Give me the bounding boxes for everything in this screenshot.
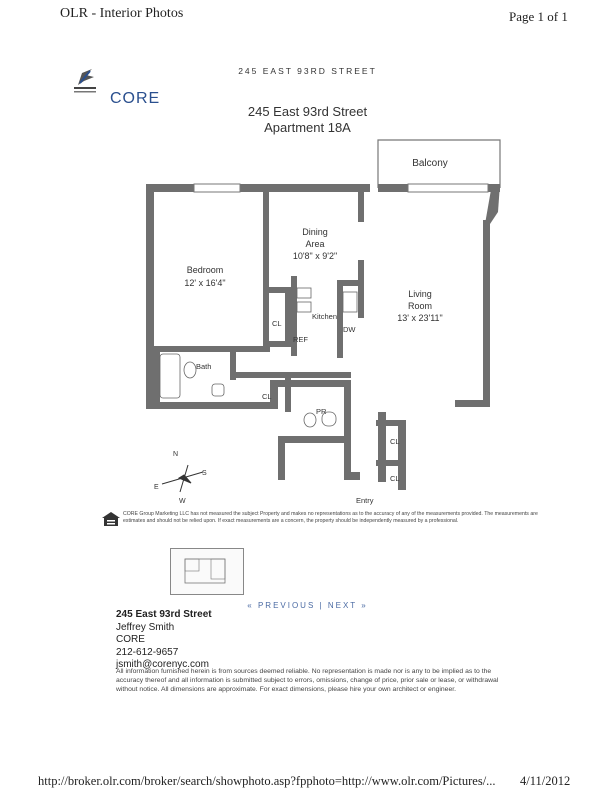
room-label-cl-3: CL <box>390 437 400 446</box>
nav-separator: | <box>319 601 324 610</box>
room-label-ref: REF <box>293 335 308 344</box>
room-label-cl-1: CL <box>272 319 282 328</box>
room-label-cl-4: CL <box>390 474 400 483</box>
room-label-living-1: Living <box>408 289 432 299</box>
core-logo-icon <box>72 63 100 95</box>
core-logo-text: CORE <box>110 90 161 107</box>
plan-title-line1: 245 East 93rd Street <box>247 104 368 119</box>
agent-info <box>116 609 212 672</box>
compass-e: E <box>154 484 159 491</box>
agent-name: Jeffrey Smith <box>116 621 175 633</box>
room-label-bath: Bath <box>196 362 212 371</box>
equal-housing-icon <box>102 512 120 526</box>
next-link[interactable]: NEXT » <box>327 601 368 610</box>
print-footer-url: http://broker.olr.com/broker/search/showphoto.asp?fpphoto=http://www.olr.com/Pictures/... <box>38 774 496 788</box>
room-label-entry: Entry <box>356 496 374 505</box>
floor-plan <box>100 120 600 510</box>
compass-s: S <box>202 470 207 477</box>
street-header: 245 EAST 93RD STREET <box>238 66 377 76</box>
plan-title-line2: Apartment 18A <box>264 120 351 135</box>
listing-disclaimer: All information furnished herein is from sources deemed reliable. No representation is made nor is any to be implied as to the accuracy thereof and all information is submitted subject to errors, omissions, change of price, prior sale or lease, or withdrawal without notice. All dimensions are approximate. For exact dimensions, please hire your own architect or engineer. <box>116 668 499 693</box>
measurement-disclaimer: CORE Group Marketing LLC has not measured the subject Property and makes no representations as to the accuracy of any of the measurements provided. The measurements are estimates and should not be relied upon. If exact measurements are a concern, the property should be independently measured by a professional. <box>123 511 538 524</box>
room-dims-living: 13' x 23'11" <box>397 313 443 323</box>
room-label-pr: PR <box>316 407 327 416</box>
room-label-dining-2: Area <box>305 239 325 249</box>
agent-phone: 212-612-9657 <box>116 646 179 658</box>
print-footer-date: 4/11/2012 <box>520 774 571 788</box>
print-header-title: OLR - Interior Photos <box>60 6 184 21</box>
agent-email[interactable]: jsmith@corenyc.com <box>116 659 209 670</box>
room-label-bedroom: Bedroom <box>186 265 224 275</box>
compass <box>162 465 203 492</box>
previous-link[interactable]: « PREVIOUS <box>247 601 316 610</box>
room-dims-bedroom: 12' x 16'4" <box>184 278 226 288</box>
floor-plan-thumbnail[interactable] <box>170 548 244 595</box>
interior-walls <box>154 192 406 466</box>
room-label-kitchen: Kitchen <box>312 312 338 321</box>
print-page-number: Page 1 of 1 <box>509 9 568 24</box>
room-label-balcony: Balcony <box>412 158 448 169</box>
room-label-cl-2: CL <box>262 392 272 401</box>
agent-address: 245 East 93rd Street <box>116 609 212 620</box>
compass-w: W <box>179 498 186 505</box>
room-label-dw: DW <box>343 325 356 334</box>
compass-n: N <box>173 451 179 458</box>
photo-navigation <box>0 601 615 610</box>
room-label-living-2: Room <box>407 301 433 311</box>
room-label-dining-1: Dining <box>302 227 328 237</box>
room-dims-dining: 10'8" x 9'2" <box>292 251 338 261</box>
agent-company: CORE <box>116 634 145 645</box>
